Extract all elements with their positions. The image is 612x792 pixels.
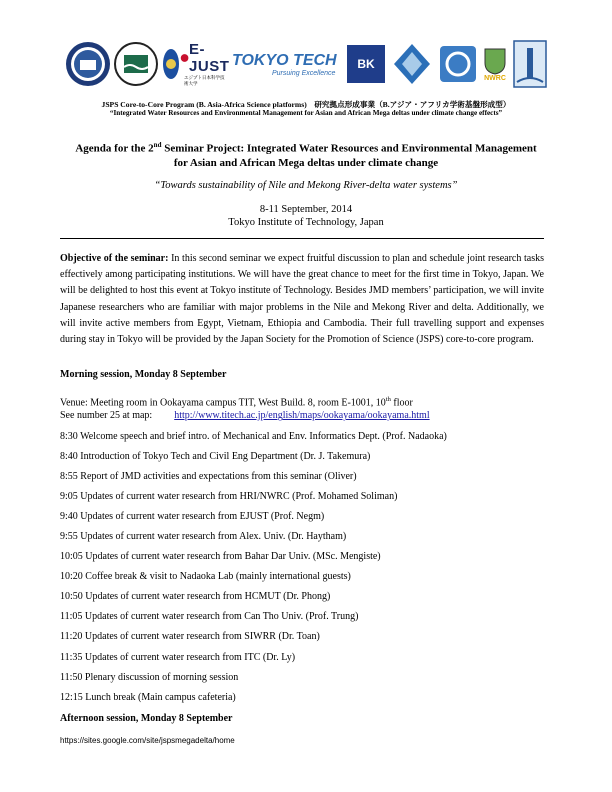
nile-institute-logo — [114, 38, 158, 90]
title-line2: for Asian and African Mega deltas under climate change — [173, 156, 439, 169]
bk-label: BK — [357, 57, 375, 71]
agenda-items — [60, 430, 550, 711]
bk-badge — [347, 45, 385, 83]
agenda-subtitle: “Towards sustainability of Nile and Mekong River-delta water systems” — [154, 180, 458, 191]
venue-post: floor — [390, 397, 413, 409]
venue-sup: th — [385, 396, 391, 403]
campus-map-link[interactable]: http://www.titech.ac.jp/english/maps/ookayama/ookayama.html — [174, 410, 430, 422]
tower-emblem-logo — [512, 38, 548, 90]
agenda-item: 12:15 Lunch break (Main campus cafeteria) — [60, 691, 236, 703]
program-header: JSPS Core-to-Core Program (B. Asia-Africa Science platforms) 研究拠点形成事業（B.アジア・アフリカ学術基盤形成型） — [101, 100, 511, 109]
afternoon-session-heading: Afternoon session, Monday 8 September — [60, 713, 233, 724]
agenda-item: 10:05 Updates of current water research from Bahar Dar Univ. (MSc. Mengiste) — [60, 551, 381, 563]
venue-pre: Venue: Meeting room in Ookayama campus TIT, West Build. 8, room E-1001, 10 — [60, 397, 386, 409]
diamond-emblem-logo — [390, 38, 434, 90]
title-pre: Agenda for the 2 — [75, 142, 154, 155]
ejust-logo — [184, 38, 228, 90]
event-date: 8-11 September, 2014 — [259, 204, 353, 215]
morning-session-heading: Morning session, Monday 8 September — [60, 369, 227, 380]
agenda-item: 9:40 Updates of current water research from EJUST (Prof. Negm) — [60, 511, 325, 523]
agenda-item: 8:55 Report of JMD activities and expectations from this seminar (Oliver) — [60, 471, 357, 483]
project-header: “Integrated Water Resources and Environmental Management for Asian and African Mega deltas under climate change effects” — [109, 109, 503, 117]
divider — [60, 238, 544, 239]
nwrc-logo — [480, 38, 510, 90]
agenda-item: 11:05 Updates of current water research from Can Tho Univ. (Prof. Trung) — [60, 611, 359, 623]
ejust-subtitle: エジプト日本科学技術大学 — [184, 75, 225, 86]
map-label: See number 25 at map: — [60, 410, 153, 422]
university-seal-logo — [64, 38, 112, 90]
title-sup: nd — [153, 141, 162, 149]
objective-paragraph — [60, 251, 544, 348]
bk-logo — [346, 38, 386, 90]
agenda-item: 10:50 Updates of current water research from HCMUT (Dr. Phong) — [60, 591, 331, 603]
agenda-item: 11:35 Updates of current water research from ITC (Dr. Ly) — [60, 651, 296, 663]
agenda-item: 11:50 Plenary discussion of morning session — [60, 671, 239, 683]
tokyo-tech-label: TOKYO TECH — [232, 51, 337, 69]
tokyo-tech-tagline: Pursuing Excellence — [272, 69, 336, 77]
agenda-item: 8:30 Welcome speech and brief intro. of Mechanical and Env. Informatics Dept. (Prof. Nadaoka) — [60, 431, 447, 442]
agenda-item: 11:20 Updates of current water research from SIWRR (Dr. Toan) — [60, 631, 320, 643]
map-line — [60, 409, 550, 422]
footer-url: https://sites.google.com/site/jspsmegadelta/home — [60, 736, 235, 745]
venue-info — [60, 393, 550, 422]
agenda-item: 10:20 Coffee break & visit to Nadaoka Lab (mainly international guests) — [60, 571, 351, 583]
venue-line — [60, 393, 550, 409]
title-post: Seminar Project: Integrated Water Resources and Environmental Management — [161, 142, 537, 155]
agenda-title — [40, 138, 572, 170]
water-drop-logo — [160, 38, 182, 90]
partner-logos — [64, 38, 549, 90]
agenda-item: 9:05 Updates of current water research from HRI/NWRC (Prof. Mohamed Soliman) — [60, 491, 398, 503]
agenda-item: 9:55 Updates of current water research from Alex. Univ. (Dr. Haytham) — [60, 531, 347, 543]
event-place: Tokyo Institute of Technology, Japan — [228, 217, 384, 228]
objective-text: In this second seminar we expect fruitful discussion to plan and schedule joint research tasks effectively among participating institutions. We will have the great chance to meet for the first time in Tokyo, Japan. We will be delighted to host this event at Tokyo institute of Technology. Besides JMD members’ participation, we will invite Japanese researchers who are familiar with major problems in the Nile and Mekong River and delta. Additionally, we will invite active members from Egypt, Vietnam, Ethiopia and Cambodia. Their full travelling support and expenses during stay in Tokyo will be provided by the Japan Society for the Promotion of Science (JSPS) core-to-core program. — [60, 253, 544, 346]
nwrc-shield-icon — [483, 47, 507, 75]
agenda-item: 8:40 Introduction of Tokyo Tech and Civil Eng Department (Dr. J. Takemura) — [60, 451, 371, 463]
ring-emblem-logo — [436, 38, 480, 90]
ejust-emblem-icon — [180, 50, 189, 66]
objective-label: Objective of the seminar: — [60, 253, 169, 264]
ejust-label: E-JUST — [189, 41, 230, 75]
nwrc-label: NWRC — [484, 74, 506, 82]
event-dates — [40, 203, 572, 229]
tokyo-tech-logo — [232, 38, 342, 90]
